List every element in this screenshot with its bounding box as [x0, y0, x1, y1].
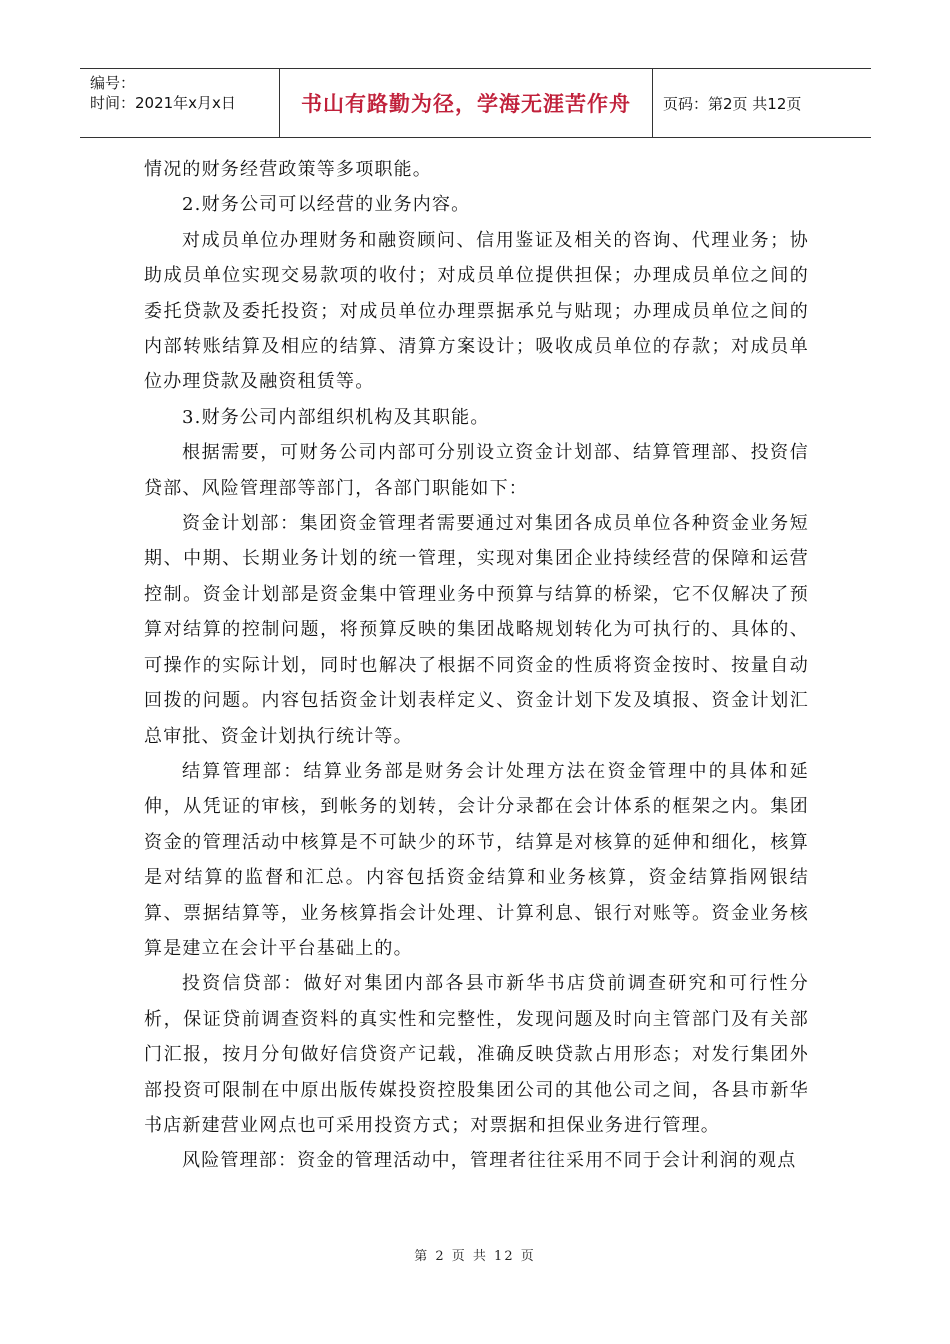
paragraph-continuation: 情况的财务经营政策等多项职能。 — [144, 159, 432, 180]
document-date-label: 时间：2021年x月x日 — [90, 94, 236, 112]
section-heading-3: 3.财务公司内部组织机构及其职能。 — [182, 406, 490, 428]
document-number-label: 编号： — [90, 74, 136, 92]
header-page-info: 页码：第2页 共12页 — [663, 94, 802, 113]
paragraph-risk-management: 风险管理部：资金的管理活动中，管理者往往采用不同于会计利润的观点 — [182, 1150, 797, 1172]
paragraph-funds-planning: 资金计划部：集团资金管理者需要通过对集团各成员单位各种资金业务短期、中期、长期业务计划的统一管理，实现对集团企业持续经营的保障和运营控制。资金计划部是资金集中管理业务中预算与结算的桥梁，它不仅解决了预算对结算的控制问题，将预算反映的集团战略规划转化为可执行的、具体的、可操作的实际计划，同时也解决了根据不同资金的性质将资金按时、按量自动回拨的问题。内容包括资金计划表样定义、资金计划下发及填报、资金计划汇总审批、资金计划执行统计等。 — [144, 513, 809, 747]
page-footer: 第 2 页 共 12 页 — [414, 1249, 536, 1264]
document-body — [144, 152, 809, 1179]
paragraph-investment-credit: 投资信贷部：做好对集团内部各县市新华书店贷前调查研究和可行性分析，保证贷前调查资料的真实性和完整性，发现问题及时向主管部门及有关部门汇报，按月分旬做好信贷资产记载，准确反映贷款占用形态；对发行集团外部投资可限制在中原出版传媒投资控股集团公司的其他公司之间，各县市新华书店新建营业网点也可采用投资方式；对票据和担保业务进行管理。 — [144, 973, 809, 1136]
paragraph-settlement-management: 结算管理部：结算业务部是财务会计处理方法在资金管理中的具体和延伸，从凭证的审核，到帐务的划转，会计分录都在会计体系的框架之内。集团资金的管理活动中核算是不可缺少的环节，结算是对核算的延伸和细化，核算是对结算的监督和汇总。内容包括资金结算和业务核算，资金结算指网银结算、票据结算等，业务核算指会计处理、计算利息、银行对账等。资金业务核算是建立在会计平台基础上的。 — [144, 760, 809, 959]
header-motto: 书山有路勤为径，学海无涯苦作舟 — [280, 69, 653, 137]
section-heading-2: 2.财务公司可以经营的业务内容。 — [182, 194, 471, 216]
header-meta — [80, 69, 280, 137]
page-header — [80, 68, 871, 138]
paragraph-departments-intro: 根据需要，可财务公司内部可分别设立资金计划部、结算管理部、投资信贷部、风险管理部等部门，各部门职能如下： — [144, 442, 809, 499]
paragraph-business-scope: 对成员单位办理财务和融资顾问、信用鉴证及相关的咨询、代理业务；协助成员单位实现交易款项的收付；对成员单位提供担保；办理成员单位之间的委托贷款及委托投资；对成员单位办理票据承兑与贴现；办理成员单位之间的内部转账结算及相应的结算、清算方案设计；吸收成员单位的存款；对成员单位办理贷款及融资租赁等。 — [144, 229, 809, 393]
